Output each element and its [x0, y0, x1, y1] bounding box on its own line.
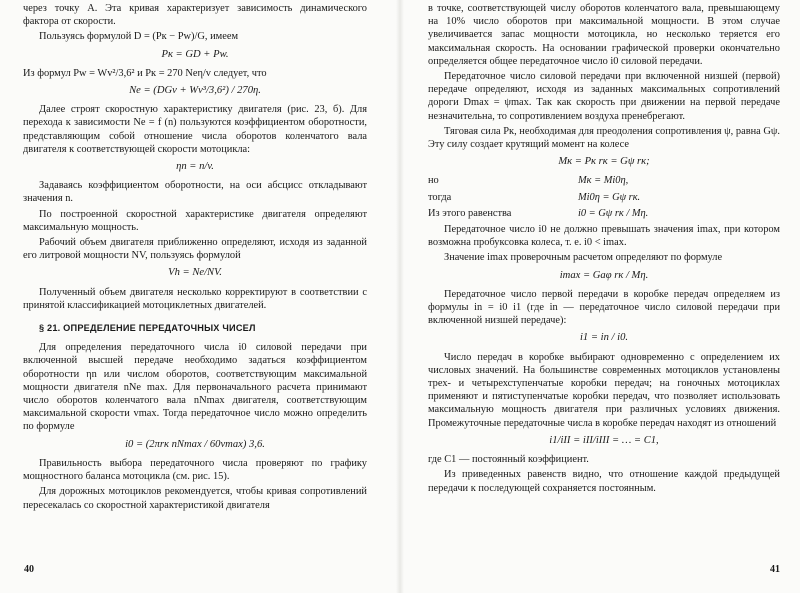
paragraph: Из формул Pw = Wv²/3,6² и Pк = 270 Neη/v следует, что [23, 67, 267, 79]
paragraph: Передаточное число силовой передачи при включенной низшей (первой) передаче определяют, исходя из заданных максимальных сопротивлений дороги Dmax = ψmax. Так как скорость при движении на первой передаче незначительна, то сопротивлением воздуха пренебрегают. [428, 71, 780, 122]
paragraph: Далее строят скоростную характеристику двигателя (рис. 23, б). Для перехода к зависимости Ne = f (n) пользуются коэффициентом оборотности, представляющим собой отношение числа оборотов коленчатого вала двигателя к соответствующей скорости мотоцикла: [23, 104, 367, 155]
formula: Pк = GD + Pw. [161, 48, 229, 60]
left-page-text [23, 2, 367, 514]
right-page [400, 0, 800, 593]
paragraph: Передаточное число i0 не должно превышать значения imax, при котором возможна пробуксовка колеса, т. е. i0 < imax. [428, 224, 780, 249]
formula: i1 = in / i0. [579, 332, 629, 344]
formula: Mi0η = Gψ rк. [578, 191, 641, 203]
paragraph: Рабочий объем двигателя приближенно определяют, исходя из заданной его литровой мощности NV, пользуясь формулой [23, 237, 367, 262]
page-number: 41 [770, 564, 780, 575]
paragraph: Для определения передаточного числа i0 силовой передачи при включенной высшей передаче необходимо задаться коэффициентом оборотности ηn или числом оборотов, соответствующим максимальной мощности двигателя nNe max. Для первоначального расчета принимают число оборотов коленчатого вала nNmax двигателя, соответствующим максимальной скорости vmax. Тогда передаточное число можно определить по формуле [23, 342, 367, 433]
formula: i0 = Gψ rк / Mη. [578, 207, 649, 219]
paragraph: в точке, соответствующей числу оборотов коленчатого вала, превышающему на 10% число оборотов при максимальной мощности. В этом случае увеличивается запас мощности мотоцикла, но несколько теряется его максимальная скорость. На основании графической проверки окончательно определяется общее передаточное число i0 силовой передачи. [428, 3, 780, 67]
paragraph: Значение imax проверочным расчетом определяют по формуле [444, 252, 723, 264]
formula-label: Из этого равенства [428, 207, 512, 219]
page-number: 40 [24, 564, 34, 575]
paragraph: Правильность выбора передаточного числа проверяют по графику мощностного баланса мотоцикла (см. рис. 15). [23, 457, 367, 483]
formula: imax = Gaφ rк / Mη. [559, 269, 649, 281]
formula-row [428, 174, 780, 187]
right-page-text [428, 2, 780, 497]
paragraph: Из приведенных равенств видно, что отношение каждой предыдущей передачи к последующей сохраняется постоянным. [428, 469, 780, 494]
paragraph: Тяговая сила Pк, необходимая для преодоления сопротивления ψ, равна Gψ. Эту силу создает крутящий момент на колесе [428, 125, 780, 151]
formula-label: но [428, 175, 439, 187]
paragraph: По построенной скоростной характеристике двигателя определяют максимальную мощность. [23, 208, 367, 233]
paragraph: Передаточное число первой передачи в коробке передач определяем из формулы in = i0 i1 (где in — передаточное число силовой передачи при включенной низшей передаче): [428, 288, 780, 327]
formula-row [428, 191, 780, 204]
section-heading: § 21. ОПРЕДЕЛЕНИЕ ПЕРЕДАТОЧНЫХ ЧИСЕЛ [39, 323, 256, 334]
formula: Vh = Ne/NV. [168, 267, 222, 279]
paragraph: через точку А. Эта кривая характеризует зависимость динамического фактора от скорости. [23, 3, 367, 28]
paragraph: Пользуясь формулой D = (Pк − Pw)/G, имеем [39, 31, 239, 43]
formula: Mк = Mi0η, [578, 175, 629, 187]
formula-label: тогда [428, 191, 452, 203]
formula: i1/iII = iII/iIII = … = C1, [549, 434, 659, 446]
paragraph: Задаваясь коэффициентом оборотности, на оси абсцисс откладывают значения n. [23, 180, 367, 205]
paragraph: Полученный объем двигателя несколько корректируют в соответствии с принятой классификацией мотоциклетных двигателей. [23, 286, 367, 311]
formula: Ne = (DGv + Wv³/3,6²) / 270η. [129, 85, 261, 97]
paragraph: Для дорожных мотоциклов рекомендуется, чтобы кривая сопротивлений пересекалась со скоростной характеристикой двигателя [23, 486, 367, 511]
formula: Mк = Pк rк = Gψ rк; [558, 156, 650, 168]
formula-row [428, 207, 780, 220]
formula: ηn = n/v. [176, 161, 214, 173]
paragraph: где C1 — постоянный коэффициент. [428, 454, 589, 466]
paragraph: Число передач в коробке выбирают одновременно с определением их числовых значений. На большинстве современных мотоциклов установлены трех- и четырехступенчатые коробки передач; на гоночных мотоциклах применяют и пятиступенчатые коробки передач, что позволяет использовать максимальную мощность двигателя при различных условиях движения. Промежуточные передаточные числа в коробке передач находят из отношений [428, 351, 780, 429]
formula: i0 = (2πrк nNmax / 60vmax) 3,6. [125, 438, 265, 450]
